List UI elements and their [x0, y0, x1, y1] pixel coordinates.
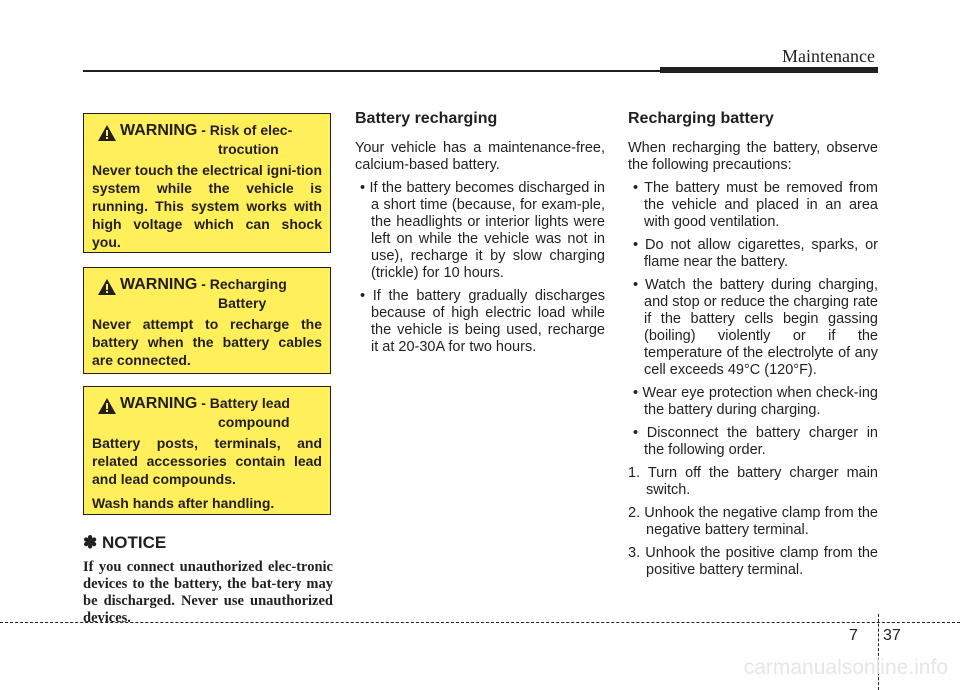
warning-word: WARNING: [120, 395, 198, 412]
warning-word: WARNING: [120, 276, 198, 293]
warning-heading: [92, 122, 322, 157]
warning-box-recharging: [83, 267, 331, 374]
footer-rule: [0, 622, 960, 623]
step-list: [628, 465, 878, 579]
bullet-list: [355, 180, 605, 356]
section-intro: When recharging the battery, observe the following precautions:: [628, 140, 878, 173]
section-intro: Your vehicle has a maintenance-free, calcium-based battery.: [355, 140, 605, 173]
list-item: • Watch the battery during charging, and stop or reduce the charging rate if the battery cells begin gassing (boiling) violently or if the temperature of the electrolyte of any cell exceeds 49°C (120°F).: [633, 277, 878, 378]
list-item: • Wear eye protection when check-ing the battery during charging.: [633, 385, 878, 418]
list-item: • The battery must be removed from the vehicle and placed in an area with good ventilation.: [633, 180, 878, 230]
list-item: • Disconnect the battery charger in the following order.: [633, 425, 878, 458]
warning-heading: [92, 276, 322, 311]
watermark: carmanualsonline.info: [743, 656, 948, 679]
warning-heading: [92, 395, 322, 430]
warning-subtitle-cont: trocution: [218, 141, 279, 157]
list-item: • If the battery gradually discharges because of high electric load while the vehicle is being used, recharge it at 20-30A for two hours.: [360, 288, 605, 355]
list-item: • If the battery becomes discharged in a short time (because, for exam-ple, the headlights or interior lights were left on while the vehicle was not in use), recharge it by slow charging (trickle) for 10 hours.: [360, 180, 605, 281]
section-heading: Battery recharging: [355, 110, 498, 127]
list-item: 2. Unhook the negative clamp from the negative battery terminal.: [628, 505, 878, 538]
warning-text: Battery posts, terminals, and related accessories contain lead and lead compounds.: [92, 435, 322, 487]
warning-text: Wash hands after handling.: [92, 495, 275, 511]
warning-word: WARNING: [120, 122, 198, 139]
header-rule-accent: [660, 67, 878, 73]
section-recharging-battery: [628, 110, 878, 585]
warning-triangle-icon: [97, 397, 117, 415]
chapter-number: 7: [849, 627, 858, 644]
warning-subtitle: - Risk of elec-: [197, 122, 293, 138]
warning-subtitle: - Recharging: [197, 276, 287, 292]
warning-subtitle: - Battery lead: [197, 395, 290, 411]
warning-box-lead: [83, 386, 331, 515]
warning-triangle-icon: [97, 278, 117, 296]
section-heading: Recharging battery: [628, 110, 774, 127]
warning-text: Never touch the electrical igni-tion system while the vehicle is running. This system works with high voltage which can shock you.: [92, 162, 322, 250]
list-item: • Do not allow cigarettes, sparks, or flame near the battery.: [633, 237, 878, 270]
page-number: 37: [883, 627, 901, 644]
bullet-list: [628, 180, 878, 459]
warning-subtitle-cont: Battery: [218, 295, 267, 311]
section-battery-recharging: [355, 110, 605, 362]
warning-text: Never attempt to recharge the battery when the battery cables are connected.: [92, 316, 322, 368]
notice-title: ✽ NOTICE: [83, 533, 167, 552]
warning-subtitle-cont: compound: [218, 414, 290, 430]
notice-text: If you connect unauthorized elec-tronic devices to the battery, the bat-tery may be discharged. Never use unauthorized devices.: [83, 559, 333, 626]
list-item: 1. Turn off the battery charger main switch.: [628, 465, 878, 498]
warning-box-electrocution: [83, 113, 331, 253]
warning-triangle-icon: [97, 124, 117, 142]
page-section-title: Maintenance: [782, 46, 875, 66]
list-item: 3. Unhook the positive clamp from the positive battery terminal.: [628, 545, 878, 578]
